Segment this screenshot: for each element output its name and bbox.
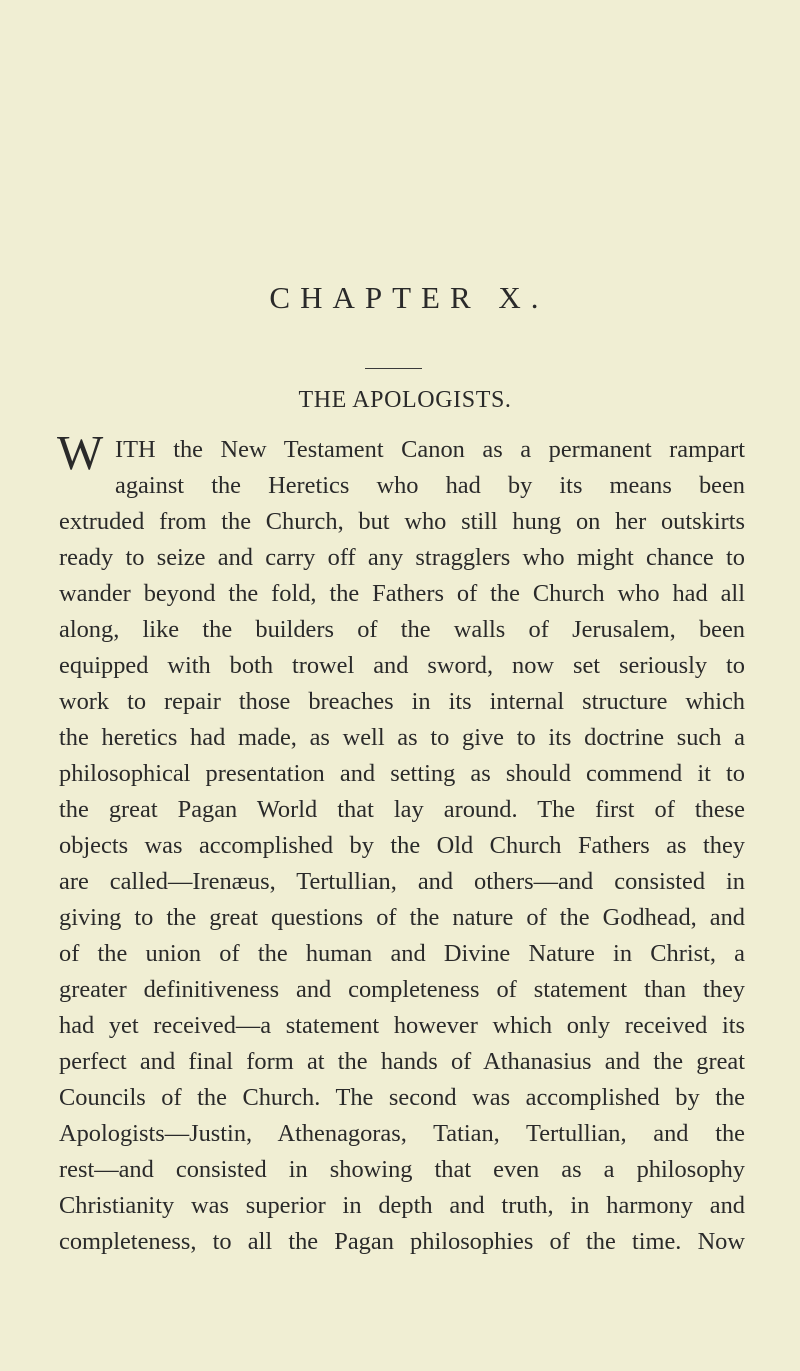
- chapter-heading: CHAPTER X.: [269, 280, 549, 315]
- text-line: of the union of the human and Divine Nature in Christ, a: [59, 940, 745, 967]
- text-line: philosophical presentation and setting as should commend it to: [59, 760, 745, 787]
- text-line: objects was accomplished by the Old Church Fathers as they: [59, 832, 745, 859]
- text-line: are called—Irenæus, Tertullian, and others—and consisted in: [59, 868, 745, 895]
- text-line: against the Heretics who had by its means been: [115, 472, 745, 499]
- text-line: the heretics had made, as well as to give to its doctrine such a: [59, 724, 745, 751]
- text-line: the great Pagan World that lay around. The first of these: [59, 796, 745, 823]
- text-line: wander beyond the fold, the Fathers of the Church who had all: [59, 580, 745, 607]
- chapter-title: THE APOLOGISTS.: [298, 387, 512, 413]
- text-line: extruded from the Church, but who still hung on her outskirts: [59, 508, 745, 535]
- text-line: ready to seize and carry off any stragglers who might chance to: [59, 544, 745, 571]
- text-line: had yet received—a statement however which only received its: [59, 1012, 745, 1039]
- text-line: equipped with both trowel and sword, now set seriously to: [59, 652, 745, 679]
- text-line: giving to the great questions of the nature of the Godhead, and: [59, 904, 745, 931]
- text-line: Councils of the Church. The second was accomplished by the: [59, 1084, 745, 1111]
- text-line: work to repair those breaches in its internal structure which: [59, 688, 745, 715]
- text-line: perfect and final form at the hands of Athanasius and the great: [59, 1048, 745, 1075]
- text-line: greater definitiveness and completeness of statement than they: [59, 976, 745, 1003]
- text-line: completeness, to all the Pagan philosophies of the time. Now: [59, 1228, 745, 1255]
- text-line: Christianity was superior in depth and truth, in harmony and: [59, 1192, 745, 1219]
- text-line: rest—and consisted in showing that even as a philosophy: [59, 1156, 745, 1183]
- drop-cap: W: [57, 425, 104, 480]
- heading-divider: [365, 368, 422, 369]
- text-line: along, like the builders of the walls of Jerusalem, been: [59, 616, 745, 643]
- text-line: ITH the New Testament Canon as a permanent rampart: [115, 436, 745, 463]
- text-line: Apologists—Justin, Athenagoras, Tatian, Tertullian, and the: [59, 1120, 745, 1147]
